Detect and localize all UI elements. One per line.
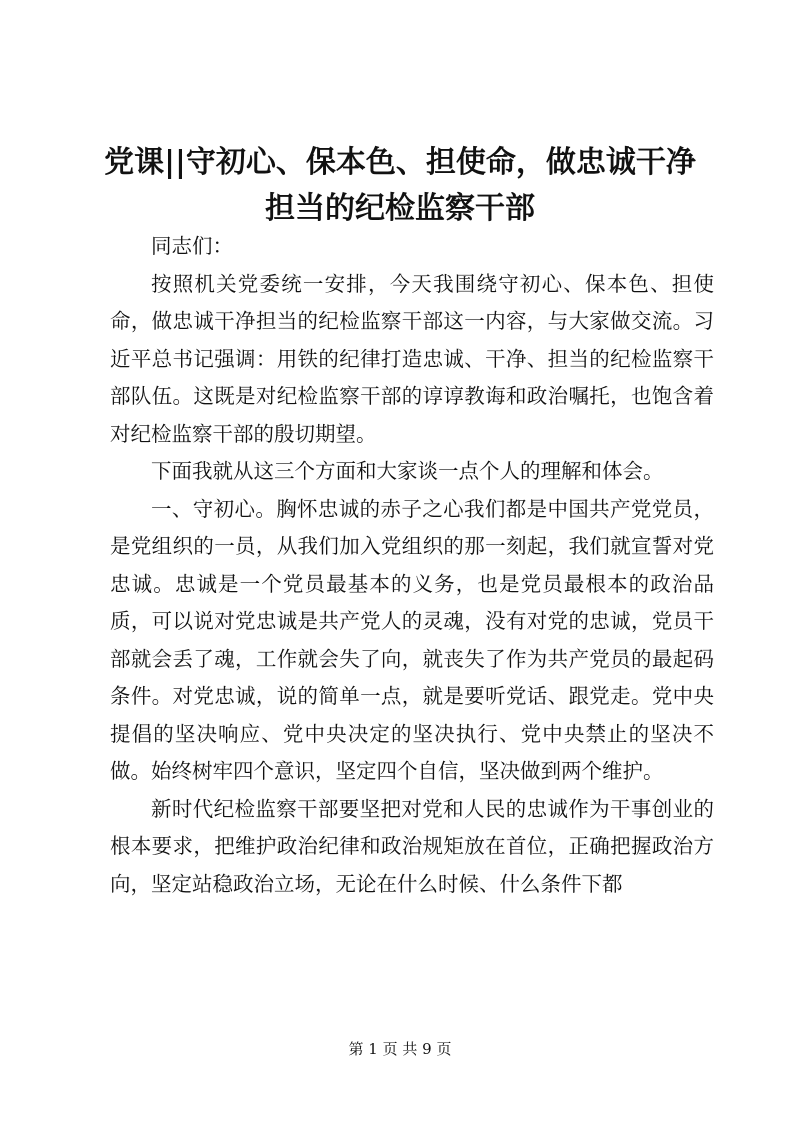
paragraph-intro: 按照机关党委统一安排，今天我围绕守初心、保本色、担使命，做忠诚干净担当的纪检监察干部这一内容，与大家做交流。习近平总书记强调：用铁的纪律打造忠诚、干净、担当的纪检监察干部队伍。这既是对纪检监察干部的谆谆教诲和政治嘱托，也饱含着对纪检监察干部的殷切期望。 (110, 271, 714, 446)
title-line-2: 担当的纪检监察干部 (265, 191, 535, 226)
paragraph-outline: 下面我就从这三个方面和大家谈一点个人的理解和体会。 (151, 459, 664, 483)
document-body (110, 228, 714, 903)
paragraph-section-one: 一、守初心。胸怀忠诚的赤子之心我们都是中国共产党党员，是党组织的一员，从我们加入党组织的那一刻起，我们就宣誓对党忠诚。忠诚是一个党员最基本的义务，也是党员最根本的政治品质，可以说对党忠诚是共产党人的灵魂，没有对党的忠诚，党员干部就会丢了魂，工作就会失了向，就丧失了作为共产党员的最起码条件。对党忠诚，说的简单一点，就是要听党话、跟党走。党中央提倡的坚决响应、党中央决定的坚决执行、党中央禁止的坚决不做。始终树牢四个意识，坚定四个自信，坚决做到两个维护。 (110, 496, 714, 783)
paragraph-new-era: 新时代纪检监察干部要坚把对党和人民的忠诚作为干事创业的根本要求，把维护政治纪律和政治规矩放在首位，正确把握政治方向，坚定站稳政治立场，无论在什么时候、什么条件下都 (110, 796, 714, 896)
title-line-1: 党课||守初心、保本色、担使命，做忠诚干净 (104, 145, 696, 180)
paragraph-salutation: 同志们： (151, 234, 233, 258)
document-title (90, 140, 710, 232)
page-footer: 第 1 页 共 9 页 (348, 1040, 452, 1058)
